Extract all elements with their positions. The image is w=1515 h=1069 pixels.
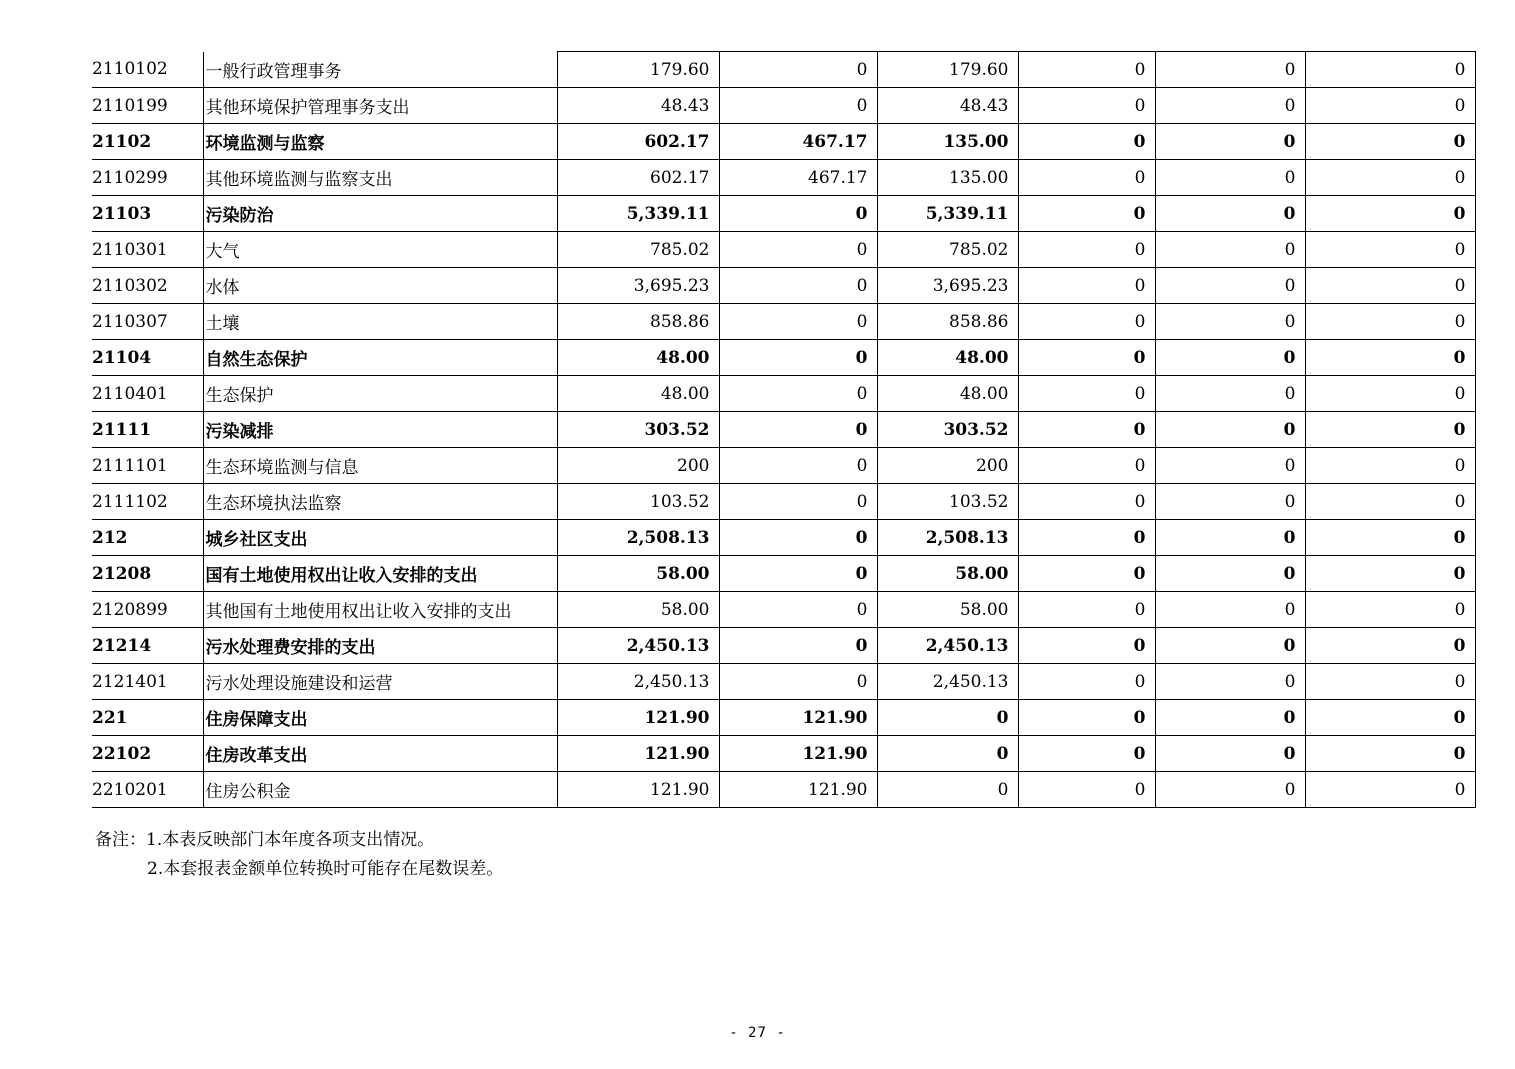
table-row [92,628,1475,664]
cell-amount-total: 200 [557,448,719,484]
table-row [92,700,1475,736]
table-row [92,376,1475,412]
cell-code: 2111101 [92,448,203,484]
cell-amount-col4: 0 [1018,520,1155,556]
cell-amount-project: 103.52 [877,484,1018,520]
table-row [92,772,1475,808]
cell-amount-total: 602.17 [557,124,719,160]
cell-amount-project: 135.00 [877,124,1018,160]
cell-name: 国有土地使用权出让收入安排的支出 [203,556,557,592]
cell-name: 生态环境执法监察 [203,484,557,520]
cell-amount-project: 58.00 [877,556,1018,592]
cell-amount-col5: 0 [1155,772,1305,808]
cell-amount-project: 2,450.13 [877,628,1018,664]
cell-amount-project: 135.00 [877,160,1018,196]
cell-amount-total: 48.43 [557,88,719,124]
cell-amount-total: 121.90 [557,736,719,772]
cell-code: 2110301 [92,232,203,268]
cell-amount-col6: 0 [1305,340,1475,376]
cell-amount-col4: 0 [1018,448,1155,484]
table-row [92,448,1475,484]
cell-amount-col6: 0 [1305,592,1475,628]
cell-amount-total: 58.00 [557,556,719,592]
cell-amount-basic: 121.90 [719,700,877,736]
cell-amount-total: 2,450.13 [557,664,719,700]
cell-amount-project: 858.86 [877,304,1018,340]
cell-name: 污水处理设施建设和运营 [203,664,557,700]
table-row [92,160,1475,196]
cell-amount-total: 2,508.13 [557,520,719,556]
cell-amount-col5: 0 [1155,448,1305,484]
cell-name: 城乡社区支出 [203,520,557,556]
cell-amount-project: 58.00 [877,592,1018,628]
table-row [92,412,1475,448]
cell-amount-basic: 0 [719,340,877,376]
cell-amount-project: 0 [877,700,1018,736]
cell-name: 污染防治 [203,196,557,232]
cell-amount-col4: 0 [1018,88,1155,124]
notes [95,826,503,884]
cell-amount-basic: 0 [719,304,877,340]
cell-amount-col5: 0 [1155,664,1305,700]
cell-amount-col4: 0 [1018,628,1155,664]
cell-name: 水体 [203,268,557,304]
cell-amount-project: 48.00 [877,376,1018,412]
cell-code: 212 [92,520,203,556]
page-number: - 27 - [729,1025,786,1041]
cell-name: 住房保障支出 [203,700,557,736]
cell-amount-col6: 0 [1305,700,1475,736]
cell-amount-col6: 0 [1305,520,1475,556]
cell-amount-col5: 0 [1155,376,1305,412]
table-row [92,268,1475,304]
cell-amount-total: 3,695.23 [557,268,719,304]
cell-amount-col5: 0 [1155,88,1305,124]
cell-amount-project: 785.02 [877,232,1018,268]
cell-amount-col5: 0 [1155,232,1305,268]
cell-amount-basic: 0 [719,556,877,592]
cell-amount-col6: 0 [1305,448,1475,484]
cell-amount-col4: 0 [1018,124,1155,160]
cell-amount-total: 121.90 [557,700,719,736]
cell-amount-col4: 0 [1018,772,1155,808]
cell-code: 2110102 [92,52,203,88]
cell-amount-col4: 0 [1018,52,1155,88]
cell-code: 21103 [92,196,203,232]
cell-amount-col5: 0 [1155,304,1305,340]
table-row [92,52,1475,88]
cell-amount-col5: 0 [1155,628,1305,664]
cell-code: 2110199 [92,88,203,124]
table-row [92,484,1475,520]
cell-code: 21104 [92,340,203,376]
cell-amount-project: 179.60 [877,52,1018,88]
cell-amount-col4: 0 [1018,160,1155,196]
cell-amount-col4: 0 [1018,736,1155,772]
cell-amount-total: 602.17 [557,160,719,196]
cell-amount-col4: 0 [1018,484,1155,520]
cell-amount-col4: 0 [1018,412,1155,448]
cell-code: 2110299 [92,160,203,196]
cell-code: 2111102 [92,484,203,520]
cell-code: 22102 [92,736,203,772]
cell-amount-basic: 0 [719,484,877,520]
cell-amount-project: 0 [877,772,1018,808]
cell-amount-total: 5,339.11 [557,196,719,232]
cell-name: 污染减排 [203,412,557,448]
cell-amount-col4: 0 [1018,376,1155,412]
cell-name: 污水处理费安排的支出 [203,628,557,664]
cell-amount-basic: 0 [719,376,877,412]
cell-amount-col4: 0 [1018,196,1155,232]
cell-amount-col5: 0 [1155,52,1305,88]
cell-amount-col6: 0 [1305,304,1475,340]
cell-amount-basic: 0 [719,88,877,124]
cell-amount-col6: 0 [1305,628,1475,664]
cell-code: 2110401 [92,376,203,412]
cell-name: 自然生态保护 [203,340,557,376]
expenditure-table-container [92,51,1475,808]
table-row [92,88,1475,124]
cell-code: 2110302 [92,268,203,304]
cell-amount-basic: 0 [719,52,877,88]
cell-amount-project: 2,508.13 [877,520,1018,556]
cell-amount-col4: 0 [1018,556,1155,592]
table-row [92,340,1475,376]
cell-amount-col5: 0 [1155,196,1305,232]
cell-amount-col5: 0 [1155,736,1305,772]
table-row [92,664,1475,700]
table-row [92,592,1475,628]
expenditure-table [92,51,1476,808]
cell-amount-total: 58.00 [557,592,719,628]
cell-amount-total: 2,450.13 [557,628,719,664]
cell-amount-col5: 0 [1155,700,1305,736]
cell-amount-col5: 0 [1155,124,1305,160]
cell-amount-col6: 0 [1305,196,1475,232]
cell-amount-col6: 0 [1305,736,1475,772]
cell-amount-col6: 0 [1305,124,1475,160]
cell-amount-total: 179.60 [557,52,719,88]
cell-amount-col5: 0 [1155,484,1305,520]
cell-amount-col6: 0 [1305,556,1475,592]
cell-amount-basic: 0 [719,628,877,664]
cell-amount-col6: 0 [1305,664,1475,700]
cell-code: 2210201 [92,772,203,808]
cell-amount-basic: 467.17 [719,160,877,196]
cell-amount-basic: 0 [719,232,877,268]
cell-amount-col4: 0 [1018,592,1155,628]
note-line-2: 2.本套报表金额单位转换时可能存在尾数误差。 [147,859,504,879]
cell-amount-basic: 0 [719,664,877,700]
cell-amount-project: 0 [877,736,1018,772]
table-row [92,196,1475,232]
cell-code: 2120899 [92,592,203,628]
cell-name: 其他环境保护管理事务支出 [203,88,557,124]
table-row [92,520,1475,556]
cell-amount-col6: 0 [1305,268,1475,304]
table-row [92,232,1475,268]
cell-amount-total: 303.52 [557,412,719,448]
cell-amount-col4: 0 [1018,232,1155,268]
cell-amount-basic: 0 [719,592,877,628]
cell-code: 2121401 [92,664,203,700]
cell-name: 其他环境监测与监察支出 [203,160,557,196]
cell-amount-basic: 0 [719,412,877,448]
cell-amount-col5: 0 [1155,592,1305,628]
cell-code: 221 [92,700,203,736]
cell-name: 其他国有土地使用权出让收入安排的支出 [203,592,557,628]
cell-amount-total: 48.00 [557,340,719,376]
cell-code: 2110307 [92,304,203,340]
cell-name: 大气 [203,232,557,268]
table-row [92,304,1475,340]
cell-amount-total: 103.52 [557,484,719,520]
cell-amount-total: 48.00 [557,376,719,412]
cell-amount-basic: 467.17 [719,124,877,160]
cell-amount-total: 785.02 [557,232,719,268]
cell-amount-basic: 0 [719,520,877,556]
cell-amount-col6: 0 [1305,232,1475,268]
note-line-1: 备注：1.本表反映部门本年度各项支出情况。 [95,830,435,850]
cell-name: 一般行政管理事务 [203,52,557,88]
cell-code: 21208 [92,556,203,592]
cell-amount-col4: 0 [1018,268,1155,304]
cell-amount-col5: 0 [1155,520,1305,556]
cell-amount-basic: 0 [719,448,877,484]
cell-amount-col6: 0 [1305,412,1475,448]
cell-name: 住房公积金 [203,772,557,808]
table-row [92,556,1475,592]
cell-name: 生态保护 [203,376,557,412]
cell-amount-basic: 0 [719,268,877,304]
table-body [92,52,1475,808]
cell-amount-project: 5,339.11 [877,196,1018,232]
cell-amount-col6: 0 [1305,484,1475,520]
cell-amount-col6: 0 [1305,376,1475,412]
cell-amount-col6: 0 [1305,88,1475,124]
cell-amount-project: 303.52 [877,412,1018,448]
cell-amount-basic: 121.90 [719,772,877,808]
cell-amount-basic: 121.90 [719,736,877,772]
cell-amount-project: 48.43 [877,88,1018,124]
cell-amount-col4: 0 [1018,664,1155,700]
cell-amount-col4: 0 [1018,304,1155,340]
table-row [92,124,1475,160]
cell-amount-project: 48.00 [877,340,1018,376]
cell-amount-col5: 0 [1155,268,1305,304]
cell-amount-col5: 0 [1155,160,1305,196]
cell-amount-col5: 0 [1155,412,1305,448]
cell-name: 环境监测与监察 [203,124,557,160]
cell-amount-project: 3,695.23 [877,268,1018,304]
cell-name: 住房改革支出 [203,736,557,772]
cell-amount-col5: 0 [1155,340,1305,376]
cell-code: 21111 [92,412,203,448]
cell-code: 21102 [92,124,203,160]
cell-amount-project: 200 [877,448,1018,484]
cell-name: 土壤 [203,304,557,340]
cell-amount-basic: 0 [719,196,877,232]
cell-amount-col4: 0 [1018,340,1155,376]
cell-amount-col6: 0 [1305,52,1475,88]
table-row [92,736,1475,772]
cell-name: 生态环境监测与信息 [203,448,557,484]
cell-amount-total: 858.86 [557,304,719,340]
cell-amount-col4: 0 [1018,700,1155,736]
cell-amount-project: 2,450.13 [877,664,1018,700]
cell-amount-col5: 0 [1155,556,1305,592]
cell-code: 21214 [92,628,203,664]
cell-amount-total: 121.90 [557,772,719,808]
cell-amount-col6: 0 [1305,160,1475,196]
cell-amount-col6: 0 [1305,772,1475,808]
